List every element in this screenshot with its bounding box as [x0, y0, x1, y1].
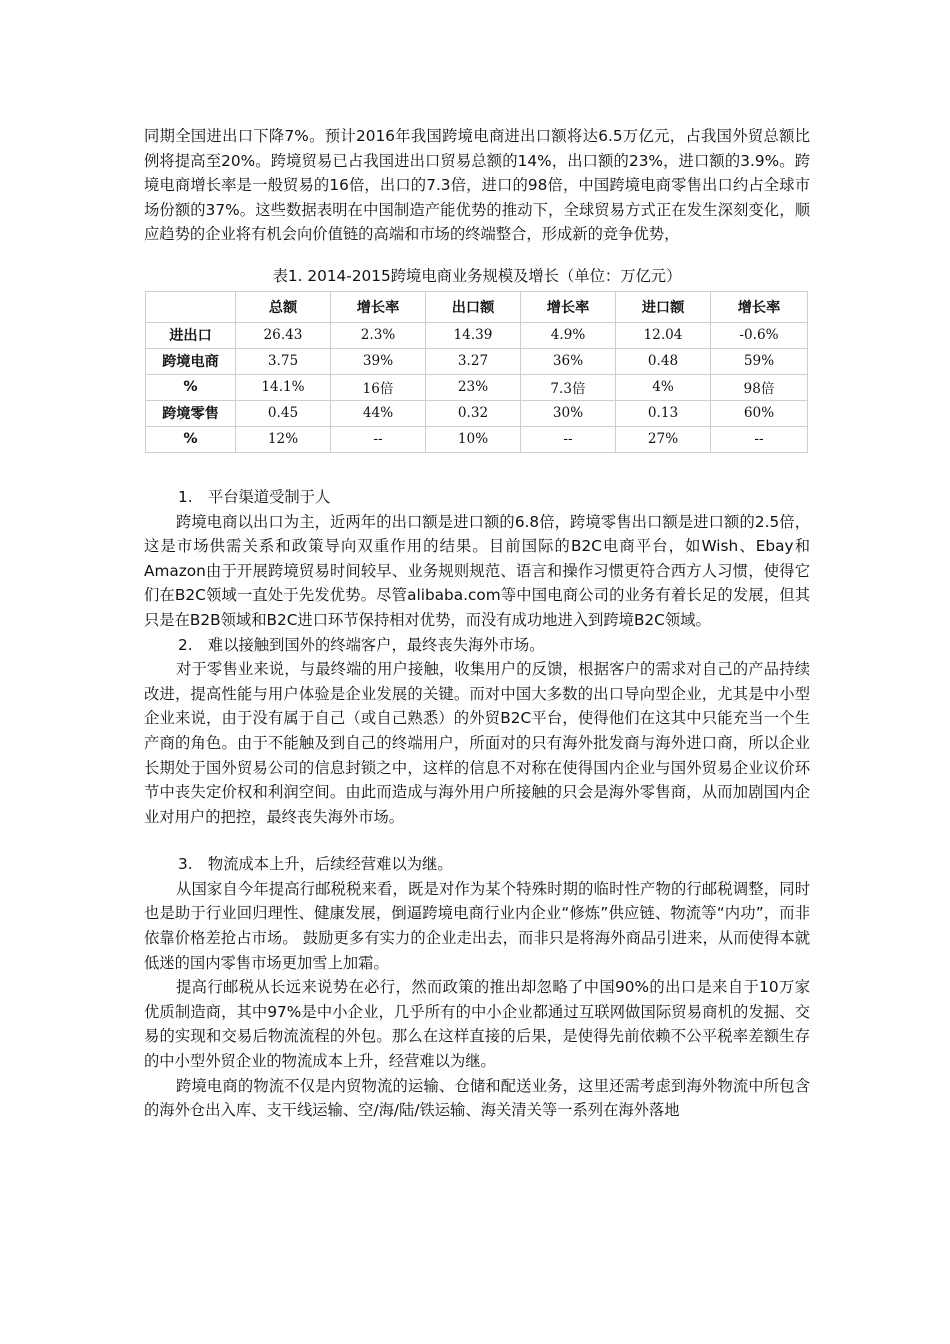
table-row: [146, 348, 808, 374]
section-paragraph: 跨境电商以出口为主，近两年的出口额是进口额的6.8倍，跨境零售出口额是进口额的2.5倍，这是市场供需关系和政策导向双重作用的结果。目前国际的B2C电商平台，如Wish、Ebay和Amazon由于开展跨境贸易时间较早、业务规则规范、语言和操作习惯更符合西方人习惯，使得它们在B2C领域一直处于先发优势。尽管alibaba.com等中国电商公司的业务有着长足的发展，但其只是在B2B领域和B2C进口环节保持相对优势，而没有成功地进入到跨境B2C领域。: [144, 512, 810, 629]
table-cell: 0.32: [426, 400, 521, 426]
data-table: [145, 291, 808, 453]
section-heading: 2. 难以接触到国外的终端客户，最终丧失海外市场。: [178, 635, 545, 654]
section-2: [144, 633, 810, 830]
table-cell: 4%: [616, 374, 711, 400]
section-heading: 1. 平台渠道受制于人: [178, 487, 331, 506]
table-cell: 10%: [426, 426, 521, 452]
blank-line: [144, 829, 810, 852]
table-cell: 3.27: [426, 348, 521, 374]
table-cell: 16倍: [331, 374, 426, 400]
table-header-cell: 出口额: [426, 291, 521, 322]
table-cell: --: [331, 426, 426, 452]
table-header-row: [146, 291, 808, 322]
table-cell: --: [521, 426, 616, 452]
table-cell: 14.39: [426, 322, 521, 348]
table-cell: 98倍: [711, 374, 808, 400]
table-cell: 23%: [426, 374, 521, 400]
table-row: [146, 400, 808, 426]
table-cell: 14.1%: [236, 374, 331, 400]
table-cell: 60%: [711, 400, 808, 426]
table-cell: 59%: [711, 348, 808, 374]
section-heading: 3. 物流成本上升，后续经营难以为继。: [178, 855, 453, 874]
table-cell: --: [711, 426, 808, 452]
table-row-label: %: [146, 374, 236, 400]
section-1: [144, 485, 810, 633]
table-header-cell: 总额: [236, 291, 331, 322]
table-row: [146, 322, 808, 348]
table-cell: 27%: [616, 426, 711, 452]
table-cell: 0.48: [616, 348, 711, 374]
table-cell: 12.04: [616, 322, 711, 348]
table-header-cell: 增长率: [521, 291, 616, 322]
section-paragraph: 从国家自今年提高行邮税税来看，既是对作为某个特殊时期的临时性产物的行邮税调整，同时也是助于行业回归理性、健康发展，倒逼跨境电商行业内企业“修炼”供应链、物流等“内功”，而非依靠价格差抢占市场。 鼓励更多有实力的企业走出去，而非只是将海外商品引进来，从而使得本就低迷的国内零售市场更加雪上加霜。: [144, 879, 810, 972]
table-cell: 44%: [331, 400, 426, 426]
table-caption: 表1. 2014-2015跨境电商业务规模及增长（单位：万亿元）: [272, 266, 682, 285]
section-paragraph: 跨境电商的物流不仅是内贸物流的运输、仓储和配送业务，这里还需考虑到海外物流中所包含的海外仓出入库、支干线运输、空/海/陆/铁运输、海关清关等一系列在海外落地: [144, 1076, 810, 1120]
table-cell: 30%: [521, 400, 616, 426]
document-page: [144, 124, 810, 1123]
table-cell: 12%: [236, 426, 331, 452]
table-row-label: 进出口: [146, 322, 236, 348]
table-cell: 39%: [331, 348, 426, 374]
table-cell: 7.3倍: [521, 374, 616, 400]
section-3: [144, 852, 810, 1123]
table-cell: -0.6%: [711, 322, 808, 348]
table-row: [146, 426, 808, 452]
table-header-cell: 增长率: [331, 291, 426, 322]
table-header-cell: 增长率: [711, 291, 808, 322]
table-cell: 2.3%: [331, 322, 426, 348]
table-header-cell: 进口额: [616, 291, 711, 322]
table-cell: 36%: [521, 348, 616, 374]
table-row: [146, 374, 808, 400]
table-cell: 26.43: [236, 322, 331, 348]
section-paragraph: 对于零售业来说，与最终端的用户接触，收集用户的反馈，根据客户的需求对自己的产品持续改进，提高性能与用户体验是企业发展的关键。而对中国大多数的出口导向型企业，尤其是中小型企业来说，由于没有属于自己（或自己熟悉）的外贸B2C平台，使得他们在这其中只能充当一个生产商的角色。由于不能触及到自己的终端用户，所面对的只有海外批发商与海外进口商，所以企业长期处于国外贸易公司的信息封锁之中，这样的信息不对称在使得国内企业与国外贸易企业议价环节中丧失定价权和利润空间。由此而造成与海外用户所接触的只会是海外零售商，从而加剧国内企业对用户的把控，最终丧失海外市场。: [144, 660, 810, 826]
table-header-cell: [146, 291, 236, 322]
intro-paragraph: 同期全国进出口下降7%。预计2016年我国跨境电商进出口额将达6.5万亿元，占我国外贸总额比例将提高至20%。跨境贸易已占我国进出口贸易总额的14%，出口额的23%，进口额的3.9%。跨境电商增长率是一般贸易的16倍，出口的7.3倍，进口的98倍，中国跨境电商零售出口约占全球市场份额的37%。这些数据表明在中国制造产能优势的推动下，全球贸易方式正在发生深刻变化，顺应趋势的企业将有机会向价值链的高端和市场的终端整合，形成新的竞争优势，: [144, 127, 810, 244]
table-row-label: 跨境零售: [146, 400, 236, 426]
table-cell: 0.45: [236, 400, 331, 426]
table-row-label: %: [146, 426, 236, 452]
table-row-label: 跨境电商: [146, 348, 236, 374]
table-cell: 4.9%: [521, 322, 616, 348]
table-cell: 0.13: [616, 400, 711, 426]
section-paragraph: 提高行邮税从长远来说势在必行，然而政策的推出却忽略了中国90%的出口是来自于10万家优质制造商，其中97%是中小企业，几乎所有的中小企业都通过互联网做国际贸易商机的发掘、交易的实现和交易后物流流程的外包。那么在这样直接的后果，是使得先前依赖不公平税率差额生存的中小型外贸企业的物流成本上升，经营难以为继。: [144, 978, 810, 1071]
table-cell: 3.75: [236, 348, 331, 374]
